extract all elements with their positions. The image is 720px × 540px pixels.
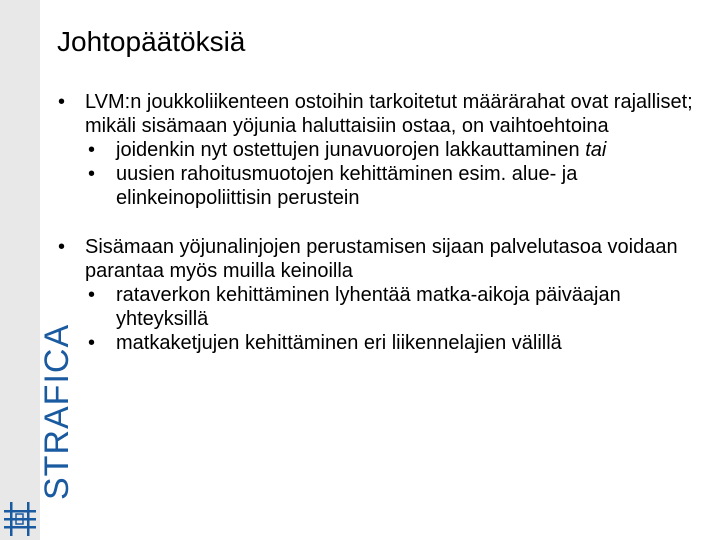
brand-logo-text: STRAFICA	[38, 323, 76, 500]
sidebar-band	[0, 0, 76, 540]
sub-bullet-rail-network	[58, 283, 698, 331]
slide-content	[58, 90, 698, 355]
sub-bullet-text: uusien rahoitusmuotojen kehittäminen esim. alue- ja elinkeinopoliittisin perustein	[116, 163, 578, 209]
brand-logo	[3, 270, 76, 500]
sub-bullet-text: matkaketjujen kehittäminen eri liikennelajien välillä	[116, 332, 562, 354]
logo-mark-icon	[2, 500, 38, 538]
sub-bullet-text: rataverkon kehittäminen lyhentää matka-aikoja päiväajan yhteyksillä	[116, 284, 621, 330]
sub-bullet-new-funding	[58, 162, 698, 210]
sub-bullet-discontinue-services	[58, 138, 698, 162]
bullet-text: Sisämaan yöjunalinjojen perustamisen sijaan palvelutasoa voidaan parantaa myös muilla keinoilla	[85, 236, 678, 282]
sub-bullet-text: joidenkin nyt ostettujen junavuorojen lakkauttaminen	[116, 139, 586, 161]
sub-bullet-emphasis: tai	[585, 139, 607, 161]
sub-bullet-travel-chains	[58, 331, 698, 355]
bullet-alternative-means	[58, 235, 698, 283]
slide-title: Johtopäätöksiä	[57, 26, 246, 57]
bullet-ministry-funding	[58, 90, 698, 138]
bullet-text: LVM:n joukkoliikenteen ostoihin tarkoitetut määrärahat ovat rajalliset; mikäli sisämaan yöjunia haluttaisiin ostaa, on vaihtoehtoina	[85, 91, 693, 137]
